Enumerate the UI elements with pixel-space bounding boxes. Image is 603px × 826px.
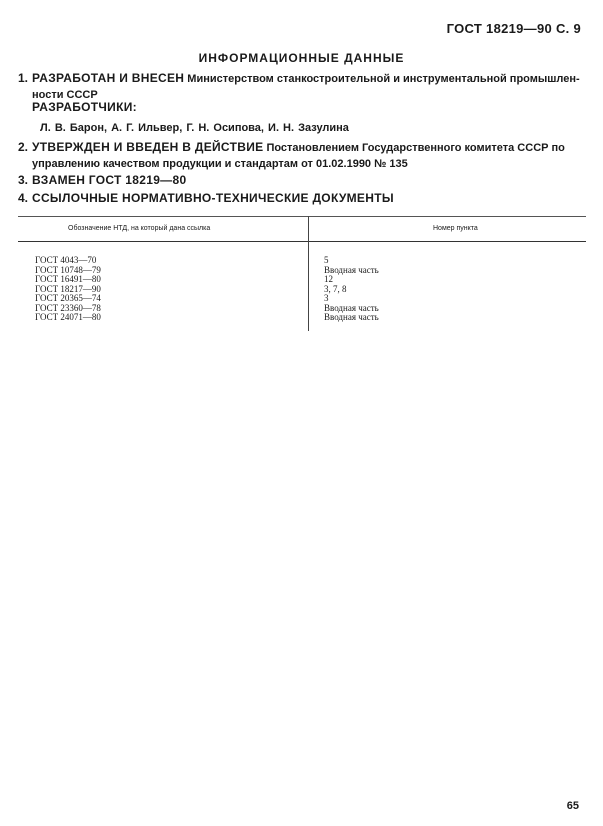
table-cell-document: ГОСТ 23360—78 <box>35 302 101 313</box>
table-cell-document: ГОСТ 16491—80 <box>35 274 101 284</box>
section-2-text-line2: управлению качеством продукции и стандартам от 01.02.1990 № 135 <box>32 158 408 170</box>
section-4-heading: ССЫЛОЧНЫЕ НОРМАТИВНО-ТЕХНИЧЕСКИЕ ДОКУМЕНТЫ <box>32 191 394 205</box>
table-row <box>18 266 586 276</box>
table-cell-clause: Вводная часть <box>324 302 379 313</box>
section-1 <box>18 70 586 103</box>
table-top-rule <box>18 216 586 217</box>
section-3-number: 3. <box>18 173 29 187</box>
table-row <box>18 275 586 285</box>
table-row <box>18 285 586 295</box>
section-3 <box>18 172 586 188</box>
section-2 <box>18 139 586 172</box>
section-2-text-line1: Постановлением Государственного комитета СССР по <box>266 142 565 154</box>
table-row <box>18 304 586 314</box>
section-4 <box>18 190 586 206</box>
table-row <box>18 313 586 323</box>
table-header-clause: Номер пункта <box>433 225 478 232</box>
table-cell-document: ГОСТ 4043—70 <box>35 255 97 265</box>
table-cell-document: ГОСТ 20365—74 <box>35 293 101 303</box>
section-2-heading: УТВЕРЖДЕН И ВВЕДЕН В ДЕЙСТВИЕ <box>32 140 264 154</box>
section-1-text-line2: ности СССР <box>32 89 98 101</box>
table-cell-document: ГОСТ 18217—90 <box>35 283 101 294</box>
table-row <box>18 256 586 266</box>
section-1-number: 1. <box>18 71 29 85</box>
references-table <box>18 216 586 331</box>
table-cell-document: ГОСТ 24071—80 <box>35 312 101 322</box>
table-row <box>18 294 586 304</box>
section-1-heading: РАЗРАБОТАН И ВНЕСЕН <box>32 71 185 85</box>
table-cell-clause: 3, 7, 8 <box>324 283 347 294</box>
table-cell-clause: 5 <box>324 255 329 265</box>
table-header-document: Обозначение НТД, на который дана ссылка <box>68 225 211 232</box>
section-4-number: 4. <box>18 191 29 205</box>
table-header-rule <box>18 241 586 242</box>
section-1-text-line1: Министерством станкостроительной и инструментальной промышлен- <box>187 73 580 85</box>
table-cell-clause: Вводная часть <box>324 264 379 275</box>
page-title: ИНФОРМАЦИОННЫЕ ДАННЫЕ <box>198 51 405 65</box>
developers-names: Л. В. Барон, А. Г. Ильвер, Г. Н. Осипова, И. Н. Зазулина <box>40 122 349 134</box>
section-3-heading: ВЗАМЕН ГОСТ 18219—80 <box>32 173 187 187</box>
table-cell-clause: 12 <box>324 274 333 284</box>
page-header-doc-ref: ГОСТ 18219—90 С. 9 <box>446 21 581 36</box>
table-body <box>18 256 586 323</box>
table-cell-clause: Вводная часть <box>324 312 379 322</box>
table-cell-document: ГОСТ 10748—79 <box>35 264 101 275</box>
section-2-number: 2. <box>18 140 29 154</box>
page-number: 65 <box>566 800 579 812</box>
table-cell-clause: 3 <box>324 293 329 303</box>
developers-heading: РАЗРАБОТЧИКИ: <box>32 100 137 114</box>
